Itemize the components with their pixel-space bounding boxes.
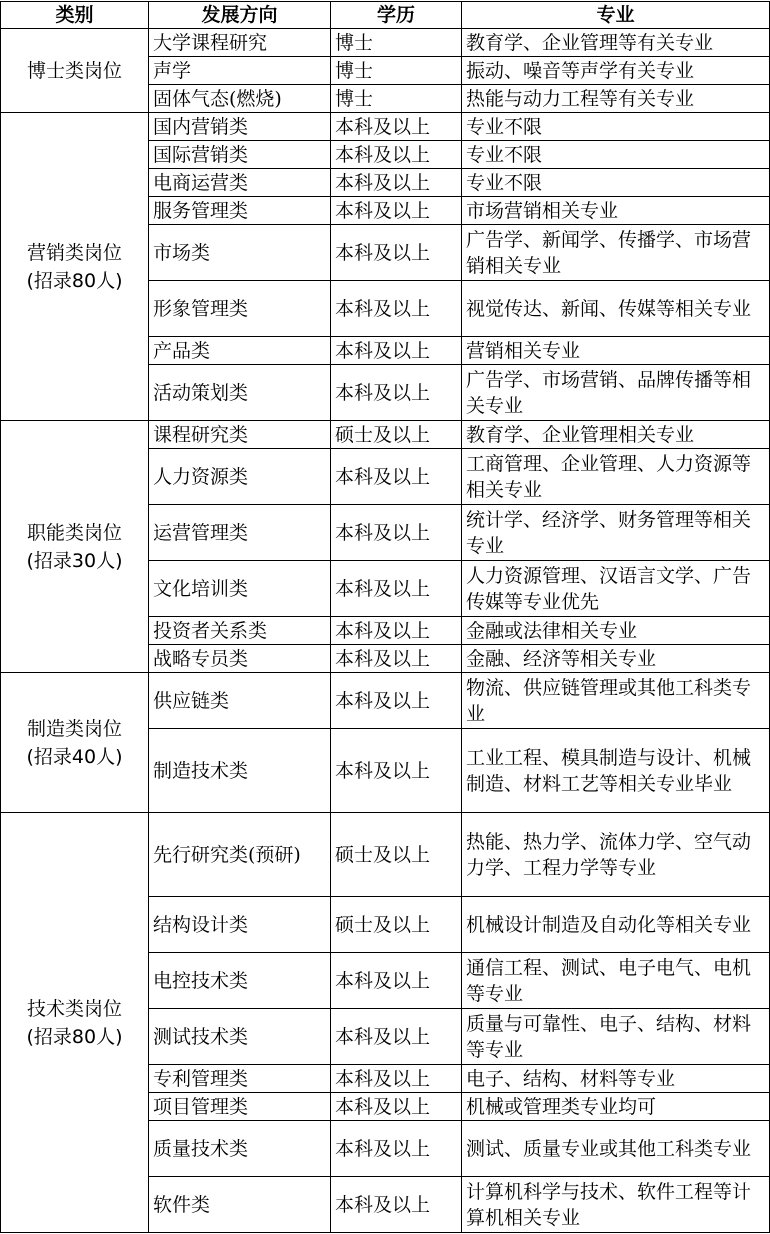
major-cell: 质量与可靠性、电子、结构、材料等专业	[462, 1009, 770, 1065]
education-cell: 本科及以上	[331, 225, 462, 281]
education-cell: 本科及以上	[331, 1177, 462, 1233]
direction-cell: 质量技术类	[149, 1121, 331, 1177]
category-title: 职能类岗位	[26, 521, 122, 544]
education-cell: 本科及以上	[331, 337, 462, 365]
header-major: 专业	[462, 2, 770, 29]
direction-cell: 先行研究类(预研)	[149, 813, 331, 897]
table-body	[1, 29, 770, 1233]
major-cell: 金融、经济等相关专业	[462, 645, 770, 673]
category-title: 博士类岗位	[26, 59, 122, 82]
major-cell: 统计学、经济学、财务管理等相关专业	[462, 505, 770, 561]
major-cell: 机械或管理类专业均可	[462, 1093, 770, 1121]
direction-cell: 形象管理类	[149, 281, 331, 337]
education-cell: 本科及以上	[331, 673, 462, 729]
major-cell: 市场营销相关专业	[462, 197, 770, 225]
direction-cell: 运营管理类	[149, 505, 331, 561]
education-cell: 本科及以上	[331, 365, 462, 421]
major-cell: 人力资源管理、汉语言文学、广告传媒等专业优先	[462, 561, 770, 617]
major-cell: 营销相关专业	[462, 337, 770, 365]
education-cell: 本科及以上	[331, 729, 462, 813]
major-cell: 教育学、企业管理相关专业	[462, 421, 770, 449]
direction-cell: 大学课程研究	[149, 29, 331, 57]
direction-cell: 服务管理类	[149, 197, 331, 225]
direction-cell: 项目管理类	[149, 1093, 331, 1121]
category-cell	[1, 113, 149, 421]
major-cell: 测试、质量专业或其他工科类专业	[462, 1121, 770, 1177]
education-cell: 本科及以上	[331, 1009, 462, 1065]
table-row	[1, 673, 770, 729]
table-row	[1, 421, 770, 449]
major-cell: 计算机科学与技术、软件工程等计算机相关专业	[462, 1177, 770, 1233]
table-row	[1, 813, 770, 897]
major-cell: 广告学、新闻学、传播学、市场营销相关专业	[462, 225, 770, 281]
education-cell: 本科及以上	[331, 169, 462, 197]
direction-cell: 声学	[149, 57, 331, 85]
recruitment-table	[0, 1, 770, 1233]
major-cell: 热能与动力工程等有关专业	[462, 85, 770, 113]
education-cell: 本科及以上	[331, 1065, 462, 1093]
major-cell: 工商管理、企业管理、人力资源等相关专业	[462, 449, 770, 505]
table-row	[1, 29, 770, 57]
category-title: 技术类岗位	[26, 997, 122, 1020]
category-cell	[1, 421, 149, 673]
education-cell: 博士	[331, 85, 462, 113]
direction-cell: 软件类	[149, 1177, 331, 1233]
direction-cell: 产品类	[149, 337, 331, 365]
major-cell: 广告学、市场营销、品牌传播等相关专业	[462, 365, 770, 421]
header-row	[1, 2, 770, 29]
major-cell: 振动、噪音等声学有关专业	[462, 57, 770, 85]
education-cell: 本科及以上	[331, 197, 462, 225]
direction-cell: 市场类	[149, 225, 331, 281]
major-cell: 金融或法律相关专业	[462, 617, 770, 645]
direction-cell: 国内营销类	[149, 113, 331, 141]
education-cell: 本科及以上	[331, 1121, 462, 1177]
major-cell: 教育学、企业管理等有关专业	[462, 29, 770, 57]
major-cell: 专业不限	[462, 141, 770, 169]
major-cell: 物流、供应链管理或其他工科类专业	[462, 673, 770, 729]
category-quota: (招录80人)	[26, 269, 123, 292]
education-cell: 硕士及以上	[331, 421, 462, 449]
education-cell: 本科及以上	[331, 281, 462, 337]
direction-cell: 文化培训类	[149, 561, 331, 617]
category-quota: (招录40人)	[26, 745, 123, 768]
direction-cell: 电控技术类	[149, 953, 331, 1009]
category-cell	[1, 673, 149, 813]
education-cell: 硕士及以上	[331, 813, 462, 897]
direction-cell: 投资者关系类	[149, 617, 331, 645]
education-cell: 本科及以上	[331, 449, 462, 505]
direction-cell: 制造技术类	[149, 729, 331, 813]
direction-cell: 供应链类	[149, 673, 331, 729]
category-title: 营销类岗位	[26, 241, 122, 264]
education-cell: 本科及以上	[331, 141, 462, 169]
direction-cell: 电商运营类	[149, 169, 331, 197]
education-cell: 本科及以上	[331, 645, 462, 673]
direction-cell: 国际营销类	[149, 141, 331, 169]
major-cell: 专业不限	[462, 169, 770, 197]
education-cell: 博士	[331, 57, 462, 85]
category-quota: (招录80人)	[26, 1025, 123, 1048]
education-cell: 博士	[331, 29, 462, 57]
education-cell: 硕士及以上	[331, 897, 462, 953]
direction-cell: 活动策划类	[149, 365, 331, 421]
education-cell: 本科及以上	[331, 505, 462, 561]
header-education: 学历	[331, 2, 462, 29]
education-cell: 本科及以上	[331, 113, 462, 141]
category-cell	[1, 813, 149, 1233]
education-cell: 本科及以上	[331, 617, 462, 645]
category-cell	[1, 29, 149, 113]
major-cell: 工业工程、模具制造与设计、机械制造、材料工艺等相关专业毕业	[462, 729, 770, 813]
direction-cell: 测试技术类	[149, 1009, 331, 1065]
major-cell: 专业不限	[462, 113, 770, 141]
major-cell: 机械设计制造及自动化等相关专业	[462, 897, 770, 953]
header-category: 类别	[1, 2, 149, 29]
direction-cell: 战略专员类	[149, 645, 331, 673]
category-quota: (招录30人)	[26, 549, 123, 572]
direction-cell: 课程研究类	[149, 421, 331, 449]
major-cell: 视觉传达、新闻、传媒等相关专业	[462, 281, 770, 337]
direction-cell: 专利管理类	[149, 1065, 331, 1093]
direction-cell: 人力资源类	[149, 449, 331, 505]
major-cell: 电子、结构、材料等专业	[462, 1065, 770, 1093]
major-cell: 通信工程、测试、电子电气、电机等专业	[462, 953, 770, 1009]
category-title: 制造类岗位	[26, 717, 122, 740]
education-cell: 本科及以上	[331, 561, 462, 617]
header-direction: 发展方向	[149, 2, 331, 29]
major-cell: 热能、热力学、流体力学、空气动力学、工程力学等专业	[462, 813, 770, 897]
education-cell: 本科及以上	[331, 1093, 462, 1121]
direction-cell: 固体气态(燃烧)	[149, 85, 331, 113]
direction-cell: 结构设计类	[149, 897, 331, 953]
table-row	[1, 113, 770, 141]
education-cell: 本科及以上	[331, 953, 462, 1009]
